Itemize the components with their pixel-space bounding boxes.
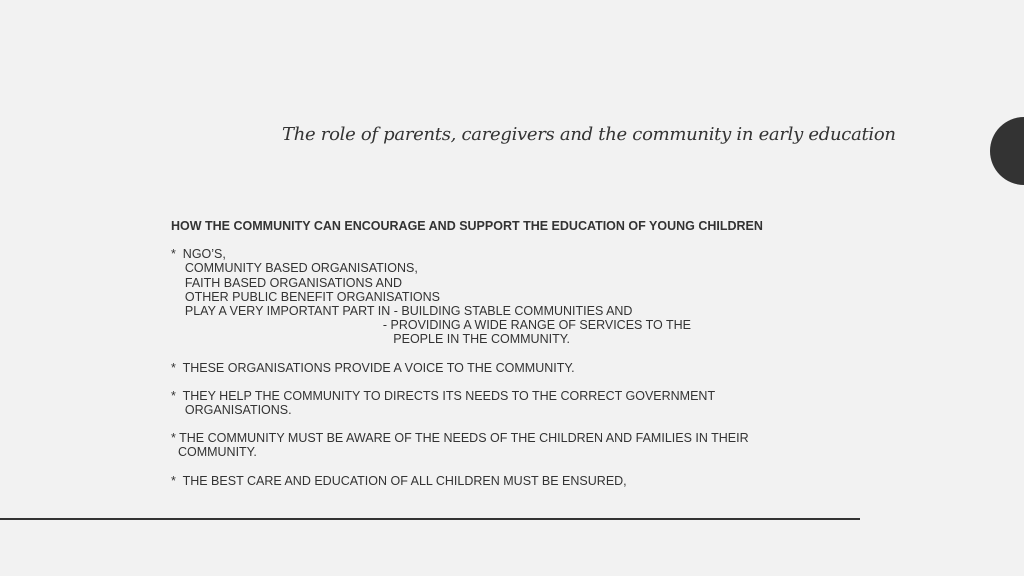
paragraph-line: PEOPLE IN THE COMMUNITY. [171, 332, 570, 347]
paragraph-care [171, 474, 871, 488]
slide-title: The role of parents, caregivers and the community in early education [282, 124, 896, 145]
paragraph-line: COMMUNITY BASED ORGANISATIONS, [171, 261, 418, 276]
spacer [171, 460, 871, 474]
paragraph-line: COMMUNITY. [171, 445, 257, 460]
paragraph-line: - PROVIDING A WIDE RANGE OF SERVICES TO THE [171, 318, 692, 333]
slide-content [171, 219, 871, 488]
paragraph-line: ORGANISATIONS. [171, 403, 292, 418]
paragraph-line: PLAY A VERY IMPORTANT PART IN - BUILDING STABLE COMMUNITIES AND [171, 304, 633, 319]
paragraph-voice [171, 361, 871, 375]
paragraph-line: * THEY HELP THE COMMUNITY TO DIRECTS ITS NEEDS TO THE CORRECT GOVERNMENT [171, 388, 716, 403]
spacer [171, 375, 871, 389]
paragraph-line: * THE COMMUNITY MUST BE AWARE OF THE NEEDS OF THE CHILDREN AND FAMILIES IN THEIR [171, 431, 749, 446]
paragraph-line: OTHER PUBLIC BENEFIT ORGANISATIONS [171, 289, 441, 304]
paragraph-awareness [171, 431, 871, 459]
content-heading: HOW THE COMMUNITY CAN ENCOURAGE AND SUPPORT THE EDUCATION OF YOUNG CHILDREN [171, 219, 763, 233]
bottom-divider [0, 518, 860, 520]
decorative-circle [990, 117, 1024, 185]
paragraph-needs [171, 389, 871, 417]
paragraph-line: * NGO’S, [171, 247, 226, 262]
spacer [171, 347, 871, 361]
paragraph-ngos [171, 247, 871, 346]
paragraph-line: * THE BEST CARE AND EDUCATION OF ALL CHILDREN MUST BE ENSURED, [171, 473, 627, 488]
paragraph-line: FAITH BASED ORGANISATIONS AND [171, 275, 403, 290]
paragraph-line: * THESE ORGANISATIONS PROVIDE A VOICE TO THE COMMUNITY. [171, 360, 575, 375]
spacer [171, 417, 871, 431]
